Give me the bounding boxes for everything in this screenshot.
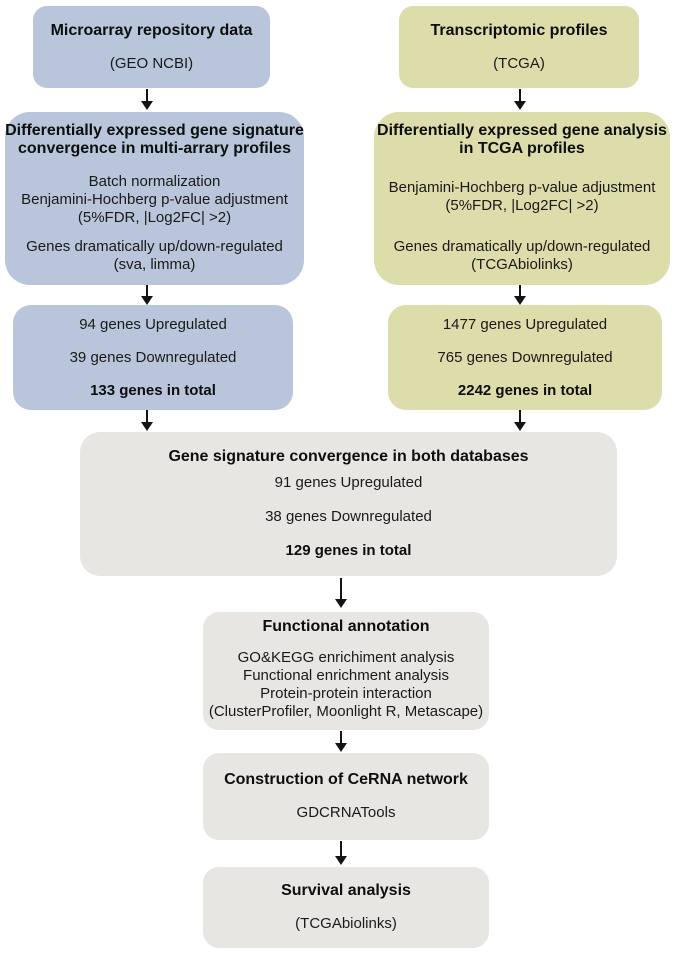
box-title-line: convergence in multi-arrary profiles bbox=[18, 140, 291, 157]
arrow-stem bbox=[340, 731, 342, 743]
arrow-head-icon bbox=[514, 422, 526, 431]
arrow-head-icon bbox=[141, 101, 153, 110]
total-count: 129 genes in total bbox=[285, 542, 412, 559]
box-convergence bbox=[80, 432, 617, 576]
box-functional-annotation bbox=[203, 612, 489, 730]
arrow-head-icon bbox=[514, 296, 526, 305]
arrow-stem bbox=[519, 285, 521, 296]
downregulated-count: 38 genes Downregulated bbox=[265, 508, 432, 525]
arrow-stem bbox=[146, 410, 148, 422]
box-subtitle: (GEO NCBI) bbox=[109, 54, 194, 72]
box-methods bbox=[389, 179, 656, 215]
box-title: Microarray repository data bbox=[50, 21, 253, 39]
box-microarray-repository bbox=[33, 6, 270, 88]
box-title bbox=[5, 122, 304, 158]
downregulated-count: 39 genes Downregulated bbox=[69, 348, 237, 366]
box-title: Survival analysis bbox=[281, 882, 411, 899]
convergence-counts bbox=[265, 474, 432, 560]
upregulated-count: 1477 genes Upregulated bbox=[442, 315, 608, 333]
flow-arrow-tcga-deg-to-counts bbox=[514, 285, 526, 305]
flow-arrow-convergence-to-functional bbox=[335, 578, 347, 608]
box-geo-deg-analysis bbox=[5, 112, 304, 285]
arrow-stem bbox=[146, 89, 148, 101]
box-subtitle: GDCRNATools bbox=[296, 804, 396, 821]
arrow-head-icon bbox=[141, 296, 153, 305]
box-methods bbox=[21, 173, 288, 227]
arrow-head-icon bbox=[141, 422, 153, 431]
box-line: (ClusterProfiler, Moonlight R, Metascape) bbox=[208, 703, 484, 720]
box-line: Genes dramatically up/down-regulated bbox=[26, 238, 283, 255]
box-title-line: in TCGA profiles bbox=[459, 140, 585, 157]
total-count: 2242 genes in total bbox=[457, 381, 593, 399]
box-methods bbox=[209, 649, 483, 721]
box-subtitle: (TCGA) bbox=[493, 54, 545, 72]
box-line: GO&KEGG enrichiment analysis bbox=[237, 649, 455, 666]
total-count: 133 genes in total bbox=[90, 381, 216, 399]
box-line: Batch normalization bbox=[88, 173, 221, 190]
arrow-stem bbox=[519, 89, 521, 101]
box-line: (sva, limma) bbox=[113, 256, 196, 273]
box-result bbox=[394, 238, 651, 274]
box-title-line: Differentially expressed gene signature bbox=[5, 122, 304, 139]
box-line: Functional enrichment analysis bbox=[243, 667, 449, 684]
box-subtitle: (TCGAbiolinks) bbox=[295, 915, 397, 932]
box-result bbox=[26, 238, 283, 274]
flow-arrow-geo-counts-to-convergence bbox=[141, 410, 153, 431]
box-cerna-network bbox=[203, 753, 489, 840]
box-title-line: Differentially expressed gene analysis bbox=[377, 122, 667, 139]
arrow-head-icon bbox=[514, 101, 526, 110]
box-line: (TCGAbiolinks) bbox=[471, 256, 573, 273]
arrow-head-icon bbox=[335, 856, 347, 865]
flow-arrow-geo-to-deg bbox=[141, 89, 153, 110]
box-geo-gene-counts bbox=[13, 305, 293, 410]
flow-arrow-functional-to-cerna bbox=[335, 731, 347, 752]
box-line: Benjamini-Hochberg p-value adjustment bbox=[388, 179, 656, 196]
flow-arrow-cerna-to-survival bbox=[335, 841, 347, 865]
box-title: Construction of CeRNA network bbox=[224, 771, 468, 788]
downregulated-count: 765 genes Downregulated bbox=[437, 348, 613, 366]
box-line: (5%FDR, |Log2FC| >2) bbox=[445, 197, 599, 214]
box-tcga-deg-analysis bbox=[374, 112, 670, 285]
arrow-stem bbox=[519, 410, 521, 422]
box-transcriptomic-profiles bbox=[399, 6, 639, 88]
box-line: (5%FDR, |Log2FC| >2) bbox=[77, 209, 232, 226]
flow-arrow-tcga-to-deg bbox=[514, 89, 526, 110]
box-title: Gene signature convergence in both databases bbox=[168, 448, 529, 465]
box-title: Functional annotation bbox=[262, 618, 430, 635]
arrow-stem bbox=[340, 841, 342, 856]
box-line: Benjamini-Hochberg p-value adjustment bbox=[21, 191, 288, 208]
box-tcga-gene-counts bbox=[388, 305, 662, 410]
arrow-stem bbox=[146, 285, 148, 296]
box-title: Transcriptomic profiles bbox=[430, 21, 608, 39]
arrow-head-icon bbox=[335, 599, 347, 608]
box-survival-analysis bbox=[203, 867, 489, 948]
flow-arrow-tcga-counts-to-convergence bbox=[514, 410, 526, 431]
box-line: Protein-protein interaction bbox=[260, 685, 432, 702]
upregulated-count: 94 genes Upregulated bbox=[79, 315, 227, 333]
box-line: Genes dramatically up/down-regulated bbox=[393, 238, 651, 255]
flow-arrow-geo-deg-to-counts bbox=[141, 285, 153, 305]
upregulated-count: 91 genes Upregulated bbox=[274, 474, 423, 491]
arrow-head-icon bbox=[335, 743, 347, 752]
box-title bbox=[377, 122, 667, 158]
arrow-stem bbox=[340, 578, 342, 599]
